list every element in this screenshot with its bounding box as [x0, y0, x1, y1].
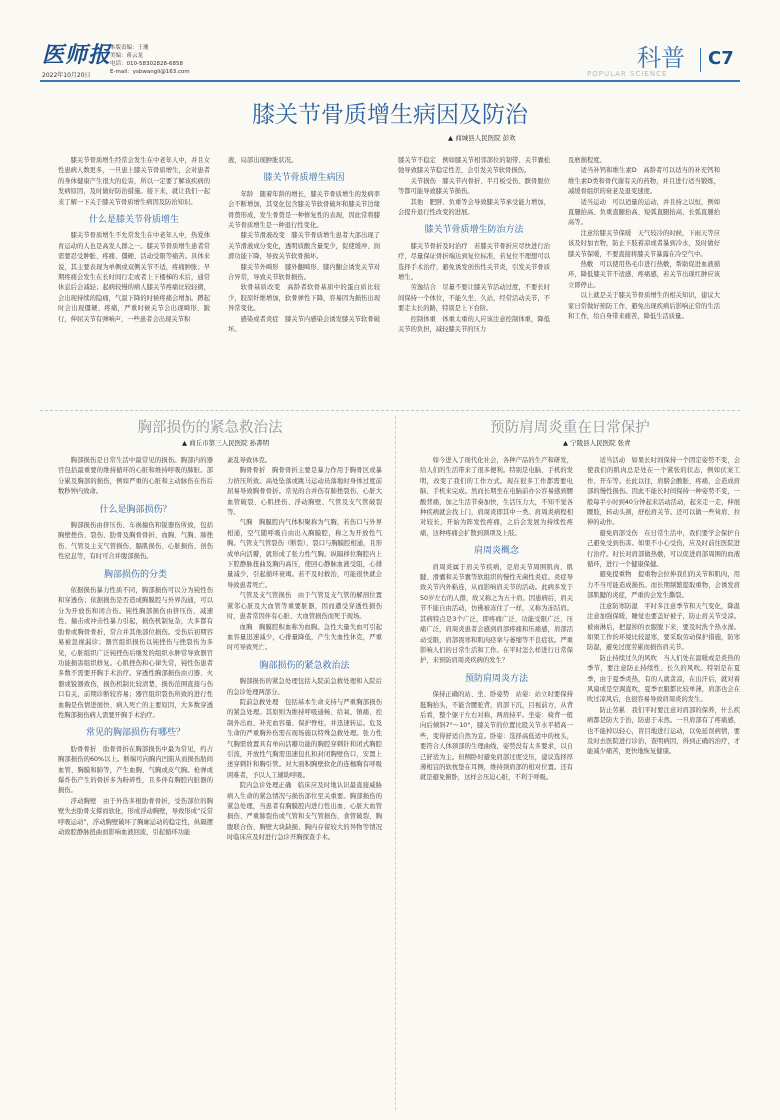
body-paragraph: 膝关节外畸形 膝外翻畸形、膝内翻会诱发关节对合异常，导致关节软骨损伤。	[228, 263, 380, 282]
body-paragraph: 院内急诊处理正确 临床应及时地认识最直接威胁病人生命的紧急情况与损伤部位至关重要。胸部损伤的紧急处理，当患者有胸膜腔内进行性出血、心脏大血管损伤、严重肺裂伤或气管和支气管损伤、食管破裂、胸腹联合伤、胸壁大块缺损、胸内存留较大的异物等情况时临床应及时进行急诊开胸探查手术。	[227, 782, 382, 842]
body-paragraph: 膝关节滑液改变 膝关节骨质增生患者大部出现了关节滑液成分变化，透明质酸含量变少，促使缓冲、润滑功能下降，导致关节软骨损坏。	[228, 232, 380, 261]
article3-col2	[587, 456, 740, 1106]
staff-line: 电话：010-58302828-6858	[110, 61, 183, 67]
section-subheading: 膝关节骨质增生病因	[263, 173, 345, 184]
body-paragraph: 热敷 可以使用热毛巾进行热敷，帮助促进血液循环，降低膝关节不适感、疼痛感，若关节出现红肿应该立即停止。	[568, 261, 720, 289]
masthead	[0, 0, 780, 82]
staff-line: E-mail：ysbwangli@163.com	[110, 69, 190, 75]
body-paragraph: 感染或者炎症 膝关节内感染会诱发膝关节软骨破坏。	[228, 315, 380, 334]
section-subheading: 预防肩周炎方法	[464, 673, 528, 684]
body-paragraph: 避免提重物 提重物会拉伸我们的关节和肌肉，用力不当可能造成损伤。而长期频繁提取重物，会诱发肩部肌腱的炎症，严重的会发生撕裂。	[587, 571, 740, 600]
body-paragraph: 胸部损伤由挤压伤、车祸撞伤和锐器伤所致，包括胸壁挫伤、裂伤、肋骨及胸骨骨折、血胸、气胸、肺挫伤、气管及主支气管损伤、膈肌损伤、心脏损伤、创伤性窒息等，有时可合并腹部损伤。	[58, 522, 213, 561]
body-paragraph: 年龄 随着年龄的增长，膝关节骨质增生的发病率会不断增加，其变化包含膝关节软骨破坏和膝关节边缘骨赘形成，发生骨赘是一种修复性的表现，因此常将膝关节骨质增生是一种退行性变化。	[228, 190, 380, 230]
section-subheading: 胸部损伤的分类	[103, 569, 167, 580]
body-paragraph: 膝关节骨质增生经常会发生在中老年人中，并且女性患病人数更多，一旦患上膝关节骨质增生，会对患者的身体健康产生很大的危害，所以一定要了解该疾病的发病原因，及时做好防治措施。接下来，就让我们一起来了解一下关于膝关节骨质增生病因及防治知识。	[58, 157, 210, 206]
article1-col2	[228, 156, 380, 404]
body-paragraph: 以上就是关于膝关节骨质增生的相关知识，建议大家日常做好预防工作，避免出现疾病后影响正常的生活和工作，给自身带来痛苦，降低生活质量。	[568, 292, 720, 321]
article1-col4	[568, 156, 720, 404]
section-subheading: 胸部损伤的紧急救治法	[259, 660, 350, 671]
body-paragraph: 关节损伤 膝关节内骨折、半月板受伤、髌骨脱位等都可能导致膝关节损伤。	[398, 177, 550, 196]
body-paragraph: 血胸 胸膜腔积血称为血胸。急性大量失血可引起血容量迅速减少，心排量降低，产生失血性休克，严重时可导致死亡。	[227, 623, 382, 652]
body-paragraph: 避免肩部受伤 在日常生活中，我们要学会保护自己避免受到伤害。如果不小心受伤，应及时前往医院进行治疗。时长对肩部做热敷，可以促进肩部周围的血液循环，进行一个健康保健。	[587, 529, 740, 569]
article3-title: 预防肩周炎重在日常保护	[490, 420, 650, 436]
body-paragraph: 保持正确的站、坐、卧姿势 站姿：站立时要保持挺胸抬头，不能含腰驼背，肩部下沉，目视前方，从背后看，整个躯干左右对称，两肩持平。坐姿：椅背一般向后倾斜7°～10°，膝关节的位置比股关节水平稍高一些，变得舒适自然为宜。卧姿：选择高低适中的枕头，要符合人体颈部的生理曲线，姿势没有太多要求，以自己舒适为主。但侧卧时避免肩部过度受压，建议选择厚薄相宜的软枕垫在耳侧，维持颈肩部的相对位置。还有就是避免俯卧，这样会压迫心脏，不利于呼吸。	[420, 691, 573, 782]
body-paragraph: 适当运动 可以适量的运动，并且持之以恒，例如直腿抬高、负重直腿抬高、短弧直腿抬高、长弧直腿抬高等。	[568, 198, 720, 227]
body-paragraph: 胸部损伤是日常生活中最常见的损伤。胸部内的器官包括最重要的维持循环的心脏和维持呼吸的肺脏。部分累及胸部的损伤，例如严重的心脏和主动脉伤在伤后数秒钟内致命。	[58, 457, 213, 496]
staff-line: 美编：蒋云龙	[110, 53, 144, 59]
top-rule	[40, 80, 740, 82]
body-paragraph: 如今进入了现代化社会，各种产品的生产和研发，给人们的生活带来了很多便利。特别是电脑、手机的发明，改变了我们的工作方式。现在很多工作都需要电脑、手机来完成。然而长期坐在电脑前办公容易感到腰酸背痛，加之生活节奏加快，生活压力大，不知不觉各种疾病就会找上门，肩周炎即其中一类。肩周炎病程相对较长，开始为阵发性疼痛，之后会发展为持续性疼痛，这种疼痛会扩散到颈项及上肢。	[420, 457, 573, 537]
article3-byline: ▲ 宁陵县人民医院 张青	[563, 439, 631, 447]
section-subheading: 肩周炎概念	[473, 546, 519, 557]
body-paragraph: 浮动胸壁 由于外伤多根肋骨骨折，受伤部位的胸壁失去肋骨支撑而软化，形成浮动胸壁，导致形成“反常呼吸运动”，浮动胸壁破坏了胸廓运动的稳定性，纵隔摆动致腔静脉扭曲而影响血液回流，引起循环功能	[58, 797, 213, 836]
body-paragraph: 气管及支气管损伤 由于气管及支气管的解剖位置紧邻心脏及大血管等重要脏器，因而遭受穿透性损伤时，患者常因伴有心脏、大血管损伤而死于现场。	[227, 592, 382, 621]
article2-byline: ▲ 商丘市第三人民医院 孙書明	[182, 439, 270, 447]
publication-date: 2022年10月20日	[42, 72, 91, 79]
continued-paragraph: 及磨损程度。	[568, 157, 606, 164]
article2-title: 胸部损伤的紧急救治法	[137, 420, 283, 436]
body-paragraph: 其他 肥胖、负重等会导致膝关节承受能力增加，会提升退行性改变的进展。	[398, 198, 550, 217]
section-subheading: 什么是膝关节骨质增生	[88, 215, 179, 226]
article1-col3	[398, 156, 550, 404]
body-paragraph: 肋骨骨折 肋骨骨折在胸部损伤中最为常见，约占胸部损伤的60%以上。断端可向胸内凹陷从而损伤肋间血管、胸膜和肺等，产生血胸、气胸或皮气胸。枪弹或爆炸伤产生的骨折多为粉碎性，且多伴有胸腔内脏器的损伤。	[58, 745, 213, 795]
article2-col2	[227, 456, 382, 1106]
article1-byline: ▲ 商城县人民医院 彭欢	[448, 134, 516, 142]
column-separator	[395, 416, 396, 1110]
body-paragraph: 防止劳累 我们平时要注意对肩部的保养，什么疾病都是防大于治，防患于未然。一旦肩部有了疼痛感，也不能掉以轻心，盲目地进行运动，以免延误病情，要及时去医院进行诊治，查明病因，得到正确的治疗，才能减少痛苦，更快地恢复健康。	[587, 706, 740, 756]
body-paragraph: 劳逸结合 尽量不要让膝关节活动过度，不要长时间保持一个体位，不能久坐、久站，经常活动关节，不要走太长的路，特别是上下台阶。	[398, 284, 550, 313]
section-subheading: 什么是胸部损伤？	[99, 504, 172, 515]
body-paragraph: 控制体重 体重太重的人应该注意控制体重，降低关节的负担，减轻膝关节的压力	[398, 315, 550, 334]
body-paragraph: 适当补钙和维生素D 高龄者可以适当的补充钙和维生素D类和骨代谢有关的药物，并且进行适当锻炼，减缓骨组织的衰老及退变速度。	[568, 167, 720, 196]
body-paragraph: 膝关节骨质增生不允常发生在中老年人中，热爱体育运动的人也是高发人群之一。膝关节骨质增生患者常需要忍受肿胀、疼痛、僵硬、活动受限等痛苦。具体来说，其主要表现为单侧或双侧关节不适，疼痛肿胀；早期疼痛会发生在长时间行走或者上下楼梯的术后，通常休息后会减轻；起病较慢的病人膝关节疼痛比较轻微，会出现持续的隐痛，气温下降的时候疼痛会增加。蹲起时会出现僵硬、疼痛，严重时候关节会出现畸形、跛行，伸屈关节有弹响声，一些患者会出现关节积	[58, 232, 210, 323]
body-paragraph: 依据损伤暴力性质不同，胸部损伤可以分为钝性伤和穿透伤；依据损伤是否造成胸膜腔与外界沟通，可以分为开放伤和闭合伤。钝性胸部损伤由挤压伤、减速性、撞击或冲击性暴力引起，损伤机制复杂，大多都有肋骨或胸骨骨折，常合并其他部位损伤。受伤后初期容易被忽视漏诊；器官组织损伤以钝挫伤与挫裂伤为多见，心脏组织广泛钝挫伤后继发的组织水肿常导致器官功能损害组织修复。心肌挫伤和心律失常，钝性伤患者多数不需要开胸手术治疗。穿透性胸部损伤由刃器、火器或锐器致伤，损伤机制比较清楚，损伤范围直接与伤口有关，前期诊断较容易；器官组织裂伤所致的进行性血胸是伤情进展快、病人死亡的主要原因，大多数穿透性胸部损伤病人需要开胸手术治疗。	[58, 587, 213, 719]
body-paragraph: 肩周炎属于肩关节疾病，是肩关节周围肌肉、肌腱、滑囊和关节囊等软组织的慢性无菌性炎症。炎症导致关节内外粘连，从而影响肩关节的活动。此病多发于50岁左右的人群，故又称之为五十肩。因患病后，肩关节不能自由活动，仿佛被冻住了一样，又称为冻结肩。其病特点是3个广泛，即疼痛广泛、功能受限广泛、压痛广泛，肩周炎患者会感到肩部疼痛和压痛感，肩部活动受限，肩部畏寒和肌肉痉挛与萎缩等不良症状。严重影响人们的日常生活和工作。在平时怎么样进行日常保护，来预防肩周炎疾病的发生？	[420, 563, 573, 665]
section-divider	[40, 410, 740, 411]
continued-paragraph: 液，局部出现肿胀状况。	[228, 157, 298, 164]
body-paragraph: 适当活动 如果长时间保持一个固定姿势不变，会使我们的肌肉总是处在一个紧张的状态，例如伏案工作、开车等。长此以往，肩膀会酸胀、疼痛，会造成肩部的慢性损伤。因此不能长时间保持一种姿势不变，一般每半小时到40分钟起来活动活动，起来走一走，伸展腰肢，转动头颈，舒松肩关节。还可以做一些耸肩、拉伸的动作。	[587, 457, 740, 527]
body-paragraph: 胸部损伤的紧急处理包括入院前急救处理和入院后的急诊处理两部分。	[227, 678, 382, 696]
section-subheading: 膝关节骨质增生防治方法	[424, 225, 524, 236]
continued-paragraph: 紊乱导致休克。	[227, 457, 272, 464]
staff-info	[110, 44, 190, 76]
body-paragraph: 注意给膝关节保暖 天气较冷的时候，下雨天等应该及时加衣物，防止下肢着凉或者暴到冷水，及时做好膝关节保暖，不要直接将膝关节暴露在冷空气中。	[568, 229, 720, 258]
staff-line: 本版责编：王珊	[110, 45, 149, 51]
body-paragraph: 膝关节骨折及时治疗 若膝关节骨折应尽快进行治疗，尽量保证骨折端达到复位标准，若复位不理想可以选择手术治疗，避免诱发创伤性关节炎，引发关节骨质增生。	[398, 242, 550, 282]
body-paragraph: 院前急救处理 包括基本生命支持与严重胸部损伤的紧急处理。其原则为维持呼吸通畅、给氧、镇痛、控制外出血、补充血容量、保护脊柱，并迅速转运。危及生命的严重胸外伤需在现场施以特殊急救处理。张力性气胸需放置具有单向活瓣功能的胸腔穿刺针和闭式胸腔引流，开放性气胸需迅速包扎和封闭胸壁伤口，安置上述穿刺针和胸引管。对大面积胸壁软化的连枷胸有呼吸困难者，予以人工辅助呼吸。	[227, 698, 382, 779]
body-paragraph: 注意防寒防湿 平时多注意季节和天气变化，降温注意加强保暖，睡觉也要盖好被子，防止肩关节受凉。被雨淋后，把湿掉的衣服脱下来，要及时洗个热水澡。如果工作的环境比较湿寒，要采取劳动保护措施，防寒防湿，避免过度劳累而损伤肩关节。	[587, 602, 740, 652]
article1-col1	[58, 156, 210, 404]
article1-title: 膝关节骨质增生病因及防治	[252, 102, 528, 128]
continued-paragraph: 膝关节不稳定 例如膝关节相邻部位的韧带、关节囊松弛导致膝关节稳定性差，会引发关节软骨损伤。	[398, 157, 550, 175]
article2-col1	[58, 456, 213, 1106]
body-paragraph: 胸骨骨折 胸骨骨折主要是暴力作用于胸骨区或暴力挤压所致。高处坠落或跳马运动员落地时身体过度前屈易导致胸骨骨折。常见的合并伤有肺挫裂伤、心脏大血管破裂、心肌挫伤、浮动胸壁、气管及支气管破裂等。	[227, 467, 382, 517]
body-paragraph: 防止持续过久的风吹 当人们处在温暖或是炎热的季节，要注意防止持续性、长久的风吹。特别是在夏季，由于夏季炎热，有的人就贪凉，在出汗后，就对着风扇或是空调直吹，夏季衣服都比较单薄，肩部也会在吹过凉风后，也很容易导致肩周炎的发生。	[587, 654, 740, 704]
section-title: 科普	[637, 44, 685, 72]
page-separator	[700, 48, 701, 72]
body-paragraph: 软骨基质改变 高龄者软骨基质中的蛋白质比较少，胶原纤维增加，软骨弹性下降，容易因为损伤出现异常变化。	[228, 284, 380, 313]
section-subheading: 常见的胸部损伤有哪些？	[85, 728, 185, 739]
article3-col1	[420, 456, 573, 1106]
section-english: POPULAR SCIENCE	[587, 70, 668, 78]
newspaper-logo: 医师报	[42, 42, 112, 68]
page-number: C7	[708, 48, 734, 69]
body-paragraph: 气胸 胸膜腔内气体积聚称为气胸，若伤口与外界相通，空气随呼吸自由出入胸膜腔，称之为开放性气胸。气管支气管裂伤（断裂），裂口与胸膜腔相通，且形成单向活瓣，就形成了张力性气胸。纵隔移位胸腔内上下腔静脉扭曲及胸内高压，使回心静脉血液受阻，心排量减少，引起循环衰竭。若不及时救治，可能很快就会导致患者死亡。	[227, 519, 382, 589]
